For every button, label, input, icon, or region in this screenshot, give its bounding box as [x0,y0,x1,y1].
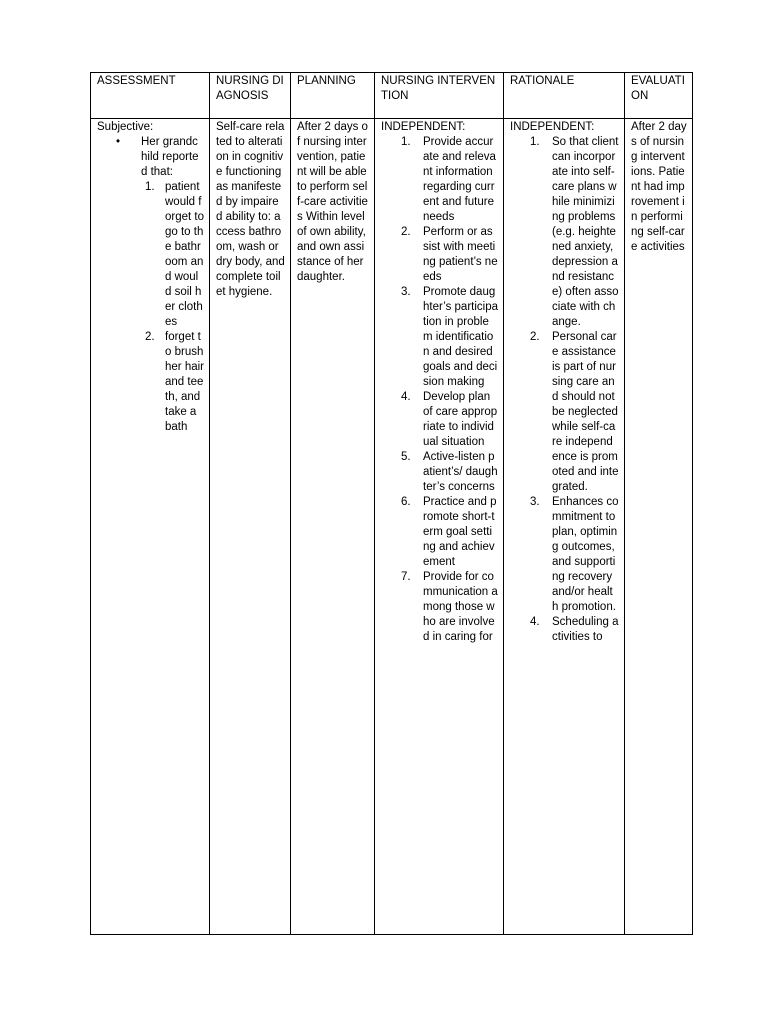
list-item [530,135,619,330]
list-item-text: Perform or assist with meeting patient’s needs [423,226,498,283]
header-nursing-diagnosis: NURSING DIAGNOSIS [210,73,291,119]
list-item-text: Provide accurate and relevant information regarding current and future needs [423,136,496,223]
list-number: 3. [401,286,411,298]
list-number: 2. [145,331,155,343]
rationale-list [530,135,619,645]
list-number: 1. [145,181,155,193]
list-number: 1. [530,136,540,148]
nursing-care-plan-table [90,72,693,935]
list-number: 1. [401,136,411,148]
rationale-independent-label: INDEPENDENT: [510,121,595,133]
assessment-bullet-list [97,135,204,435]
evaluation-text: After 2 days of nursing interventions. Patient had improvement in performing self-care activities [631,121,687,253]
header-planning: PLANNING [291,73,375,119]
list-item-text: Active-listen patient’s/ daughter’s concerns [423,451,498,493]
list-number: 2. [530,331,540,343]
assessment-numbered-list [145,180,204,435]
list-item [401,450,498,495]
planning-text: After 2 days of nursing intervention, patient will be able to perform self-care activities Within level of own ability, and own assistance of her daughter. [297,121,368,283]
rationale-cell [504,119,625,935]
list-number: 5. [401,451,411,463]
diagnosis-cell [210,119,291,935]
list-item [401,135,498,225]
evaluation-cell [625,119,693,935]
header-rationale: RATIONALE [504,73,625,119]
diagnosis-text: Self-care related to alteration in cognitive functioning as manifested by impaired ability to: access bathroom, wash or dry body, and complete toilet hygiene. [216,121,285,298]
assessment-bullet-item [97,135,204,435]
list-number: 4. [401,391,411,403]
list-item [401,570,498,645]
planning-cell [291,119,375,935]
assessment-cell [91,119,210,935]
intervention-cell [375,119,504,935]
list-item [530,330,619,495]
list-number: 2. [401,226,411,238]
list-item-text: Practice and promote short-term goal setting and achievement [423,496,497,568]
header-row [91,73,693,119]
bullet-icon: • [116,136,121,148]
header-nursing-intervention: NURSING INTERVENTION [375,73,504,119]
list-item-text: Personal care assistance is part of nursing care and should not be neglected while self-care independence is promoted and integrated. [552,331,619,493]
assessment-bullet-text: Her grandchild reported that: [141,136,199,178]
list-number: 6. [401,496,411,508]
assessment-subjective-label: Subjective: [97,121,154,133]
header-evaluation: EVALUATION [625,73,693,119]
list-item-text: Scheduling activities to [552,616,619,643]
list-item [401,390,498,450]
list-item-text: So that client can incorporate into self-care plans while minimizing problems (e.g. heightened anxiety, depression and resistance) often associate with change. [552,136,619,328]
list-item-text: Provide for communication among those who are involved in caring for [423,571,498,643]
list-item [145,330,204,435]
list-item-text: Develop plan of care appropriate to individual situation [423,391,498,448]
list-item-text: Enhances commitment to plan, optiming outcomes, and supporting recovery and/or health promotion. [552,496,619,613]
list-item [401,495,498,570]
list-item [401,285,498,390]
list-number: 7. [401,571,411,583]
list-item [530,615,619,645]
header-assessment: ASSESSMENT [91,73,210,119]
list-item [401,225,498,285]
intervention-independent-label: INDEPENDENT: [381,121,466,133]
list-number: 4. [530,616,540,628]
list-number: 3. [530,496,540,508]
list-item-text: Promote daughter’s participation in problem identification and desired goals and decision making [423,286,499,388]
list-item [530,495,619,615]
list-item-text: patient would forget to go to the bathroom and would soil her clothes [165,181,204,328]
care-plan-row [91,119,693,935]
intervention-list [401,135,498,645]
list-item-text: forget to brush her hair and teeth, and take a bath [165,331,204,433]
list-item [145,180,204,330]
